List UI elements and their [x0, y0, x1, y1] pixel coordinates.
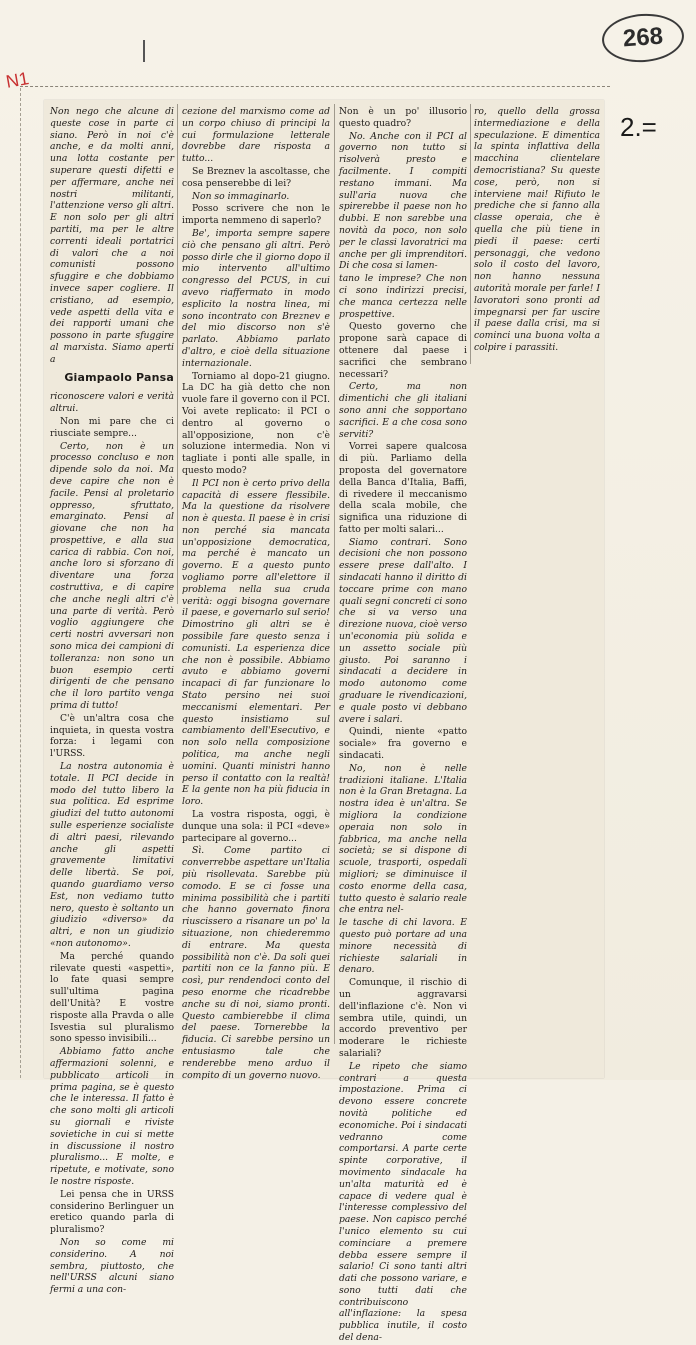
paragraph: tano le imprese? Che non ci sono indirizzi precisi, che manca certezza nelle prospettive.: [339, 273, 467, 320]
column-rule: [470, 104, 471, 364]
paragraph: Questo governo che propone sarà capace di ottenere dal paese i sacrifici che sembrano necessari?: [339, 321, 467, 380]
paragraph: riconoscere valori e verità altrui.: [50, 391, 174, 415]
archive-number-stamp: 268: [600, 11, 685, 65]
article-column-1: [50, 106, 174, 1297]
paragraph: Vorrei sapere qualcosa di più. Parliamo della proposta del governatore della Banca d'Italia, Baffi, di rivedere il meccanismo della scala mobile, che significa una riduzione di fatto per molti salari...: [339, 441, 467, 535]
paragraph: cezione del marxismo come ad un corpo chiuso di principi la cui formulazione letterale dovrebbe dare risposta a tutto...: [182, 106, 330, 165]
article-column-2: [182, 106, 330, 1082]
paragraph: Ma perché quando rilevate questi «aspetti», lo fate quasi sempre sull'ultima pagina dell'Unità? E vostre risposte alla Pravda o alle Isvestia sul pluralismo sono spesso invisibili...: [50, 950, 174, 1045]
red-handwritten-mark: N1: [4, 68, 31, 92]
paragraph: No, non è nelle tradizioni italiane. L'Italia non è la Gran Bretagna. La nostra idea è un'altra. Se migliora la condizione operaia non solo in fabbrica, ma anche nella società; se si dispone di scuole, trasporti, ospedali migliori; se diminuisce il costo enorme della casa, tutto questo è salario reale che entra nel-: [339, 762, 467, 916]
article-column-4: [474, 106, 600, 355]
paragraph: C'è un'altra cosa che inquieta, in questa vostra forza: i legami con l'URSS.: [50, 712, 174, 760]
paragraph: Sì. Come partito ci converrebbe aspettare un'Italia più risollevata. Sarebbe più comodo. E se ci fosse una minima possibilità che i partiti che hanno governato finora riuscissero a risanare un po' la situazione, non chiederemmo di entrare. Ma questa possibilità non c'è. Da soli quei partiti non ce la fanno più. E così, pur rendendoci conto del peso enorme che ricadrebbe anche su di noi, siamo pronti. Questo cambierebbe il clima del paese. Tornerebbe la fiducia. Ci sarebbe persino un entusiasmo tale che renderebbe meno arduo il compito di un governo nuovo.: [182, 845, 330, 1081]
clipping-left-dashed-line: [20, 88, 21, 1078]
paragraph: Quindi, niente «patto sociale» fra governo e sindacati.: [339, 726, 467, 762]
paragraph: La vostra risposta, oggi, è dunque una sola: il PCI «deve» partecipare al governo...: [182, 809, 330, 844]
paragraph: Non nego che alcune di queste cose in parte ci siano. Però in noi c'è anche, e da molti anni, una lotta costante per superare questi difetti e per affermare, anche nei nostri militanti, l'attenzione verso gli altri. E non solo per gli altri partiti, ma per le altre correnti ideali portatrici di valori che a noi comunisti possono sfuggire e che dobbiamo invece saper cogliere. Il cristiano, ad esempio, vede aspetti della vita e dei rapporti umani che possono in parte sfuggire al marxista. Siamo aperti a: [50, 106, 174, 365]
paragraph: Certo, ma non dimentichi che gli italiani sono anni che sopportano sacrifici. E a che cosa sono serviti?: [339, 381, 467, 440]
paragraph: La nostra autonomia è totale. Il PCI decide in modo del tutto libero la sua politica. Ed esprime giudizi del tutto autonomi sulle esperienze socialiste di altri paesi, rilevando anche gli aspetti gravemente limitativi delle libertà. Se poi, quando guardiamo verso Est, non vediamo tutto nero, questo è soltanto un giudizio «diverso» da altri, e non un giudizio «non autonomo».: [50, 761, 174, 949]
column-rule: [334, 104, 335, 1044]
paragraph: Torniamo al dopo-21 giugno. La DC ha già detto che non vuole fare il governo con il PCI. Voi avete replicato: il PCI o dentro al governo o all'opposizione, non c'è soluzione intermedia. Non vi tagliate i ponti alle spalle, in questo modo?: [182, 370, 330, 476]
article-column-3: [339, 106, 467, 1345]
paragraph: Non so come mi considerino. A noi sembra, piuttosto, che nell'URSS alcuni siano fermi a una con-: [50, 1236, 174, 1296]
paragraph: Lei pensa che in URSS considerino Berlinguer un eretico quando parla di pluralismo?: [50, 1188, 174, 1236]
paragraph: Le ripeto che siamo contrari a questa impostazione. Prima ci devono essere concrete novità politiche ed economiche. Poi i sindacati vedranno come comportarsi. A parte certe spinte corporative, il movimento sindacale ha un'alta maturità ed è capace di vedere qual è l'interesse complessivo del paese. Non capisco perché l'unico elemento su cui cominciare a premere debba essere sempre il salario! Ci sono tanti altri dati che possono variare, e sono tutti dati che contribuiscono all'inflazione: la spesa pubblica inutile, il costo del dena-: [339, 1060, 467, 1344]
pencil-stroke-mark: [143, 40, 145, 62]
clipping-top-dashed-line: [20, 86, 610, 87]
paragraph: Certo, non è un processo concluso e non dipende solo da noi. Ma deve capire che non è facile. Pensi al proletario oppresso, sfruttato, emarginato. Pensi al giovane che non ha prospettive, e alla sua carica di rabbia. Con noi, anche loro si sforzano di diventare una forza costruttiva, e di capire che anche negli altri c'è una parte di verità. Però voglio aggiungere che certi nostri avversari non sono mica dei campioni di tolleranza: non sono un buon esempio certi dirigenti de che pensano che il loro partito venga prima di tutto!: [50, 440, 174, 712]
paragraph: le tasche di chi lavora. E questo può portare ad una minore necessità di richieste salariali in denaro.: [339, 917, 467, 976]
author-signature: Giampaolo Pansa: [64, 370, 174, 384]
paragraph: Se Breznev la ascoltasse, che cosa penserebbe di lei?: [182, 165, 330, 189]
column-rule: [177, 104, 178, 604]
paragraph: Siamo contrari. Sono decisioni che non possono essere prese dall'alto. I sindacati hanno il diritto di toccare prime con mano quali segni concreti ci sono che si va verso una direzione nuova, cioè verso un'economia più solida e un assetto sociale più giusto. Poi saranno i sindacati a decidere in modo autonomo come graduare le rivendicazioni, e quale posto vi debbano avere i salari.: [339, 536, 467, 725]
paragraph: Non mi pare che ci riusciate sempre...: [50, 415, 174, 439]
paragraph: Non è un po' illusorio questo quadro?: [339, 106, 467, 129]
paragraph: Il PCI non è certo privo della capacità di essere flessibile. Ma la questione da risolvere non è questa. Il paese è in crisi non perché sia mancata un'opposizione democratica, ma perché è mancato un governo. E a questo punto vogliamo porre all'elettore il problema nella sua cruda verità: oggi bisogna governare il paese, e governarlo sul serio! Dimostrino gli altri se è possibile fare questo senza i comunisti. La esperienza dice che non è possibile. Abbiamo avuto e abbiamo governi incapaci di far funzionare lo Stato persino nei suoi meccanismi elementari. Per questo insistiamo sul cambiamento dell'Esecutivo, e non solo nella composizione politica, ma anche negli uomini. Quanti ministri hanno perso il contatto con la realtà! E la gente non ha più fiducia in loro.: [182, 477, 330, 808]
paragraph: Abbiamo fatto anche affermazioni solenni, e pubblicato articoli in prima pagina, se è questo che le interessa. Il fatto è che sono molti gli articoli su giornali e riviste sovietiche in cui si mette in discussione il nostro pluralismo... E molte, e ripetute, e motivate, sono le nostre risposte.: [50, 1046, 174, 1187]
paragraph: Comunque, il rischio di un aggravarsi dell'inflazione c'è. Non vi sembra utile, quindi, un accordo preventivo per moderare le richieste salariali?: [339, 977, 467, 1059]
paragraph: Posso scrivere che non le importa nemmeno di saperlo?: [182, 203, 330, 227]
paragraph: Non so immaginarlo.: [192, 190, 290, 202]
paragraph: ro, quello della grossa intermediazione e della speculazione. E dimentica la spinta inflattiva della macchina clientelare democristiana? Su queste cose, però, non si interviene mai! Rifiuto le prediche che si fanno alla classe operaia, che è quella che più tiene in piedi il paese: certi personaggi, che vedono solo il costo del lavoro, non hanno nessuna autorità morale per farle! I lavoratori sono pronti ad impegnarsi per far uscire il paese dalla crisi, ma si cominci una buona volta a colpire i parassiti.: [474, 106, 600, 353]
handwritten-page-marker: 2.=: [620, 112, 657, 142]
paragraph: Be', importa sempre sapere ciò che pensano gli altri. Però posso dirle che il giorno dopo il mio intervento all'ultimo congresso del PCUS, in cui avevo riaffermato in modo esplicito la nostra linea, mi sono incontrato con Breznev e del mio discorso non s'è parlato. Abbiamo parlato d'altro, e cioè della situazione internazionale.: [182, 227, 330, 369]
paragraph: No. Anche con il PCI al governo non tutto si risolverà presto e facilmente. I compiti restano immani. Ma sull'aria nuova che spirerebbe il paese non ho dubbi. E non sarebbe una novità da poco, non solo per le classi lavoratrici ma anche per gli imprenditori. Di che cosa si lamen-: [339, 130, 467, 272]
